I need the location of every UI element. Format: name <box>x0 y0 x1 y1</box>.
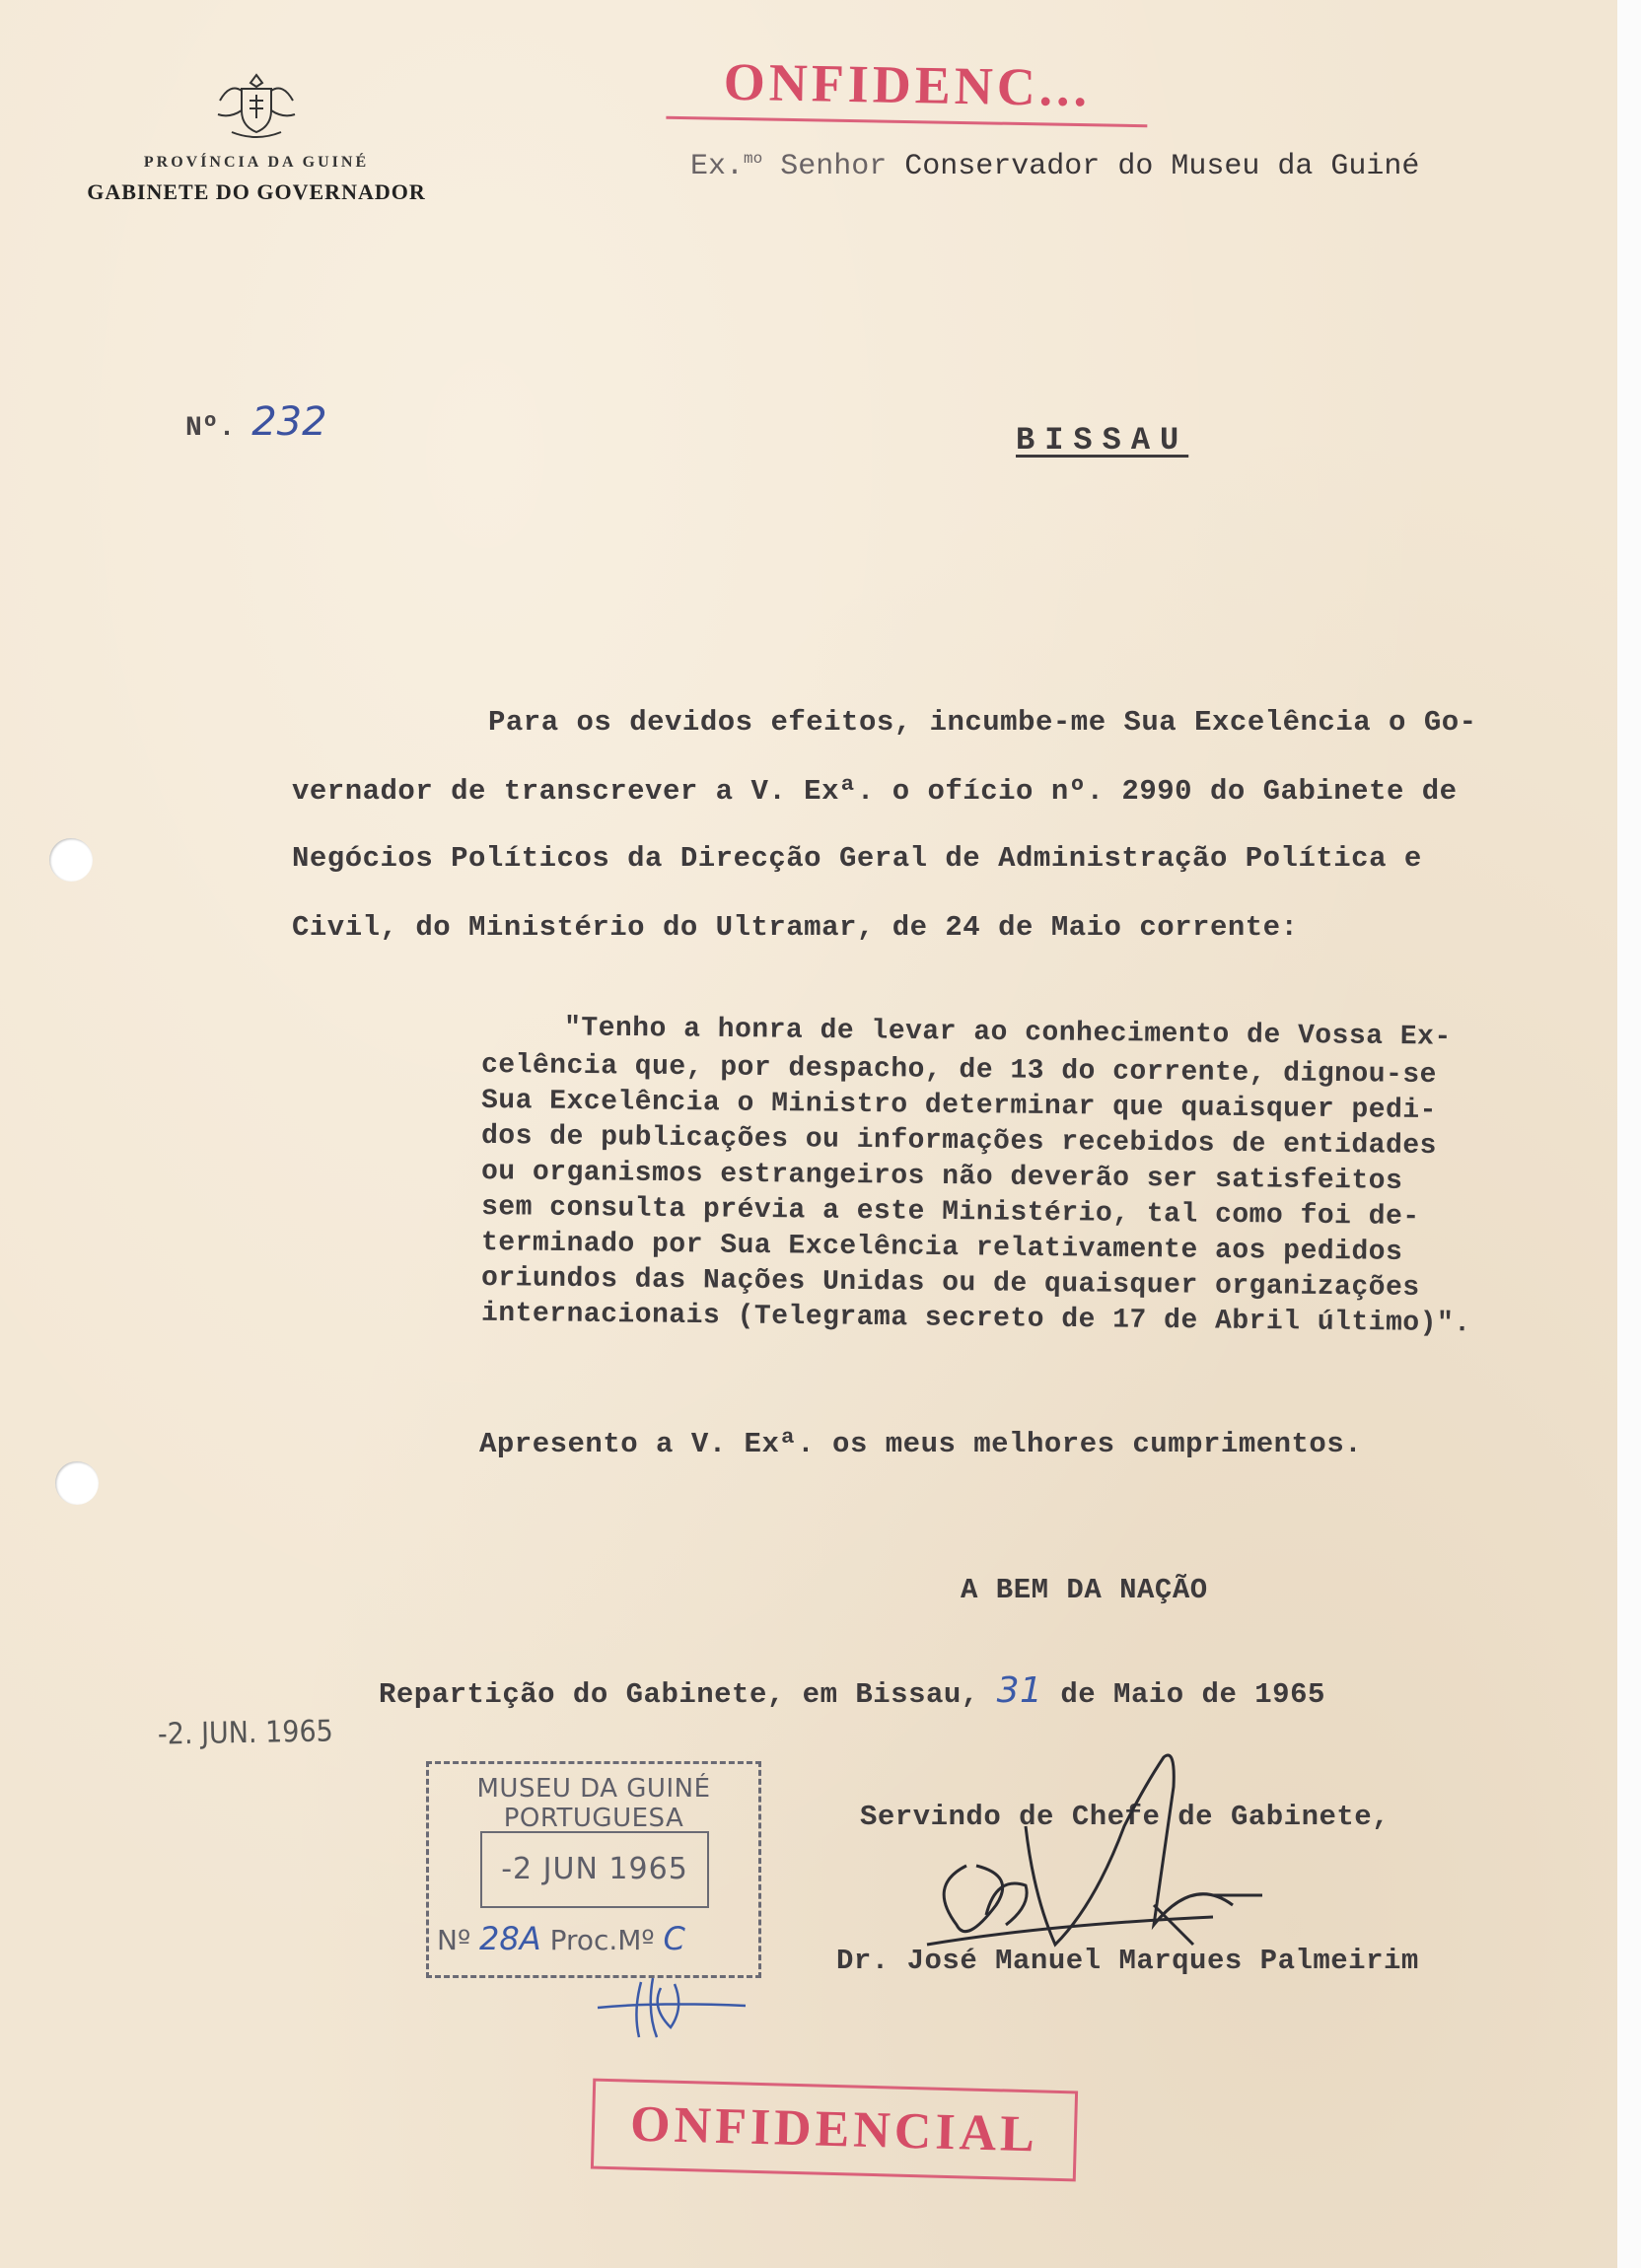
number-value: 28A <box>479 1920 541 1957</box>
addressee-title: Conservador do Museu da Guiné <box>904 150 1420 183</box>
quote-line: Sua Excelência o Ministro determinar que quaisquer pedi- <box>480 1085 1438 1127</box>
quote-line: terminado por Sua Excelência relativamente aos pedidos <box>480 1228 1403 1268</box>
confidential-stamp-top: ONFIDENC... <box>666 45 1148 128</box>
confidential-stamp-bottom: ONFIDENCIAL <box>591 2079 1078 2182</box>
place-date-line <box>379 1670 1325 1711</box>
quote-line: "Tenho a honra de levar ao conhecimento de Vossa Ex- <box>563 1013 1452 1053</box>
signatory-name: Dr. José Manuel Marques Palmeirim <box>836 1945 1419 1977</box>
quote-line: dos de publicações ou informações recebidos de entidades <box>480 1120 1438 1163</box>
body-line: Negócios Políticos da Direcção Geral de Administração Política e <box>292 842 1422 875</box>
date-suffix: de Maio de 1965 <box>1060 1678 1325 1711</box>
received-date-stamp: -2. JUN. 1965 <box>157 1714 334 1752</box>
signer-role: Servindo de Chefe de Gabinete, <box>860 1801 1391 1833</box>
museum-stamp-title: MUSEU DA GUINÉ PORTUGUESA <box>476 1774 711 1833</box>
body-line: Para os devidos efeitos, incumbe-me Sua Excelência o Go- <box>488 706 1477 739</box>
proc-value: C <box>663 1920 685 1957</box>
body-line: vernador de transcrever a V. Exª. o ofício nº. 2990 do Gabinete de <box>292 775 1458 808</box>
reference-number <box>185 399 327 445</box>
quote-line: oriundos das Nações Unidas ou de quaisquer organizações <box>480 1263 1420 1304</box>
punch-hole <box>55 1461 99 1505</box>
quote-line: internacionais (Telegrama secreto de 17 de Abril último)". <box>480 1298 1471 1340</box>
scan-margin <box>1617 0 1641 2268</box>
signature-icon <box>878 1747 1351 1974</box>
salutation-word: Senhor <box>780 150 888 183</box>
reference-value: 232 <box>251 399 327 445</box>
body-line: Civil, do Ministério do Ultramar, de 24 de Maio corrente: <box>292 911 1299 944</box>
museum-stamp-number <box>437 1920 685 1957</box>
place-prefix: Repartição do Gabinete, em Bissau, <box>379 1678 979 1711</box>
coat-of-arms-icon <box>212 71 301 140</box>
closing-line: Apresento a V. Exª. os meus melhores cumprimentos. <box>479 1428 1363 1460</box>
number-label: Nº <box>437 1924 471 1956</box>
museum-stamp-date: -2 JUN 1965 <box>480 1831 709 1908</box>
museum-receipt-stamp <box>426 1761 761 1978</box>
quote-line: celência que, por despacho, de 13 do corrente, dignou-se <box>480 1049 1438 1092</box>
proc-label: Proc.Mº <box>549 1924 655 1956</box>
office-name: GABINETE DO GOVERNADOR <box>87 179 426 204</box>
punch-hole <box>49 838 93 882</box>
city-heading: BISSAU <box>1016 422 1189 459</box>
salutation-superscript: mo <box>744 150 763 168</box>
reference-label: Nº. <box>185 413 236 444</box>
province-name: PROVÍNCIA DA GUINÉ <box>143 154 370 171</box>
quote-line: ou organismos estrangeiros não deverão ser satisfeitos <box>480 1157 1403 1197</box>
initials-scribble-icon <box>592 1968 749 2047</box>
handwritten-day: 31 <box>996 1670 1043 1711</box>
motto: A BEM DA NAÇÃO <box>961 1574 1208 1606</box>
quote-line: sem consulta prévia a este Ministério, tal como foi de- <box>480 1192 1420 1233</box>
salutation-abbrev: Ex. <box>690 150 745 183</box>
addressee-line <box>690 150 1419 183</box>
